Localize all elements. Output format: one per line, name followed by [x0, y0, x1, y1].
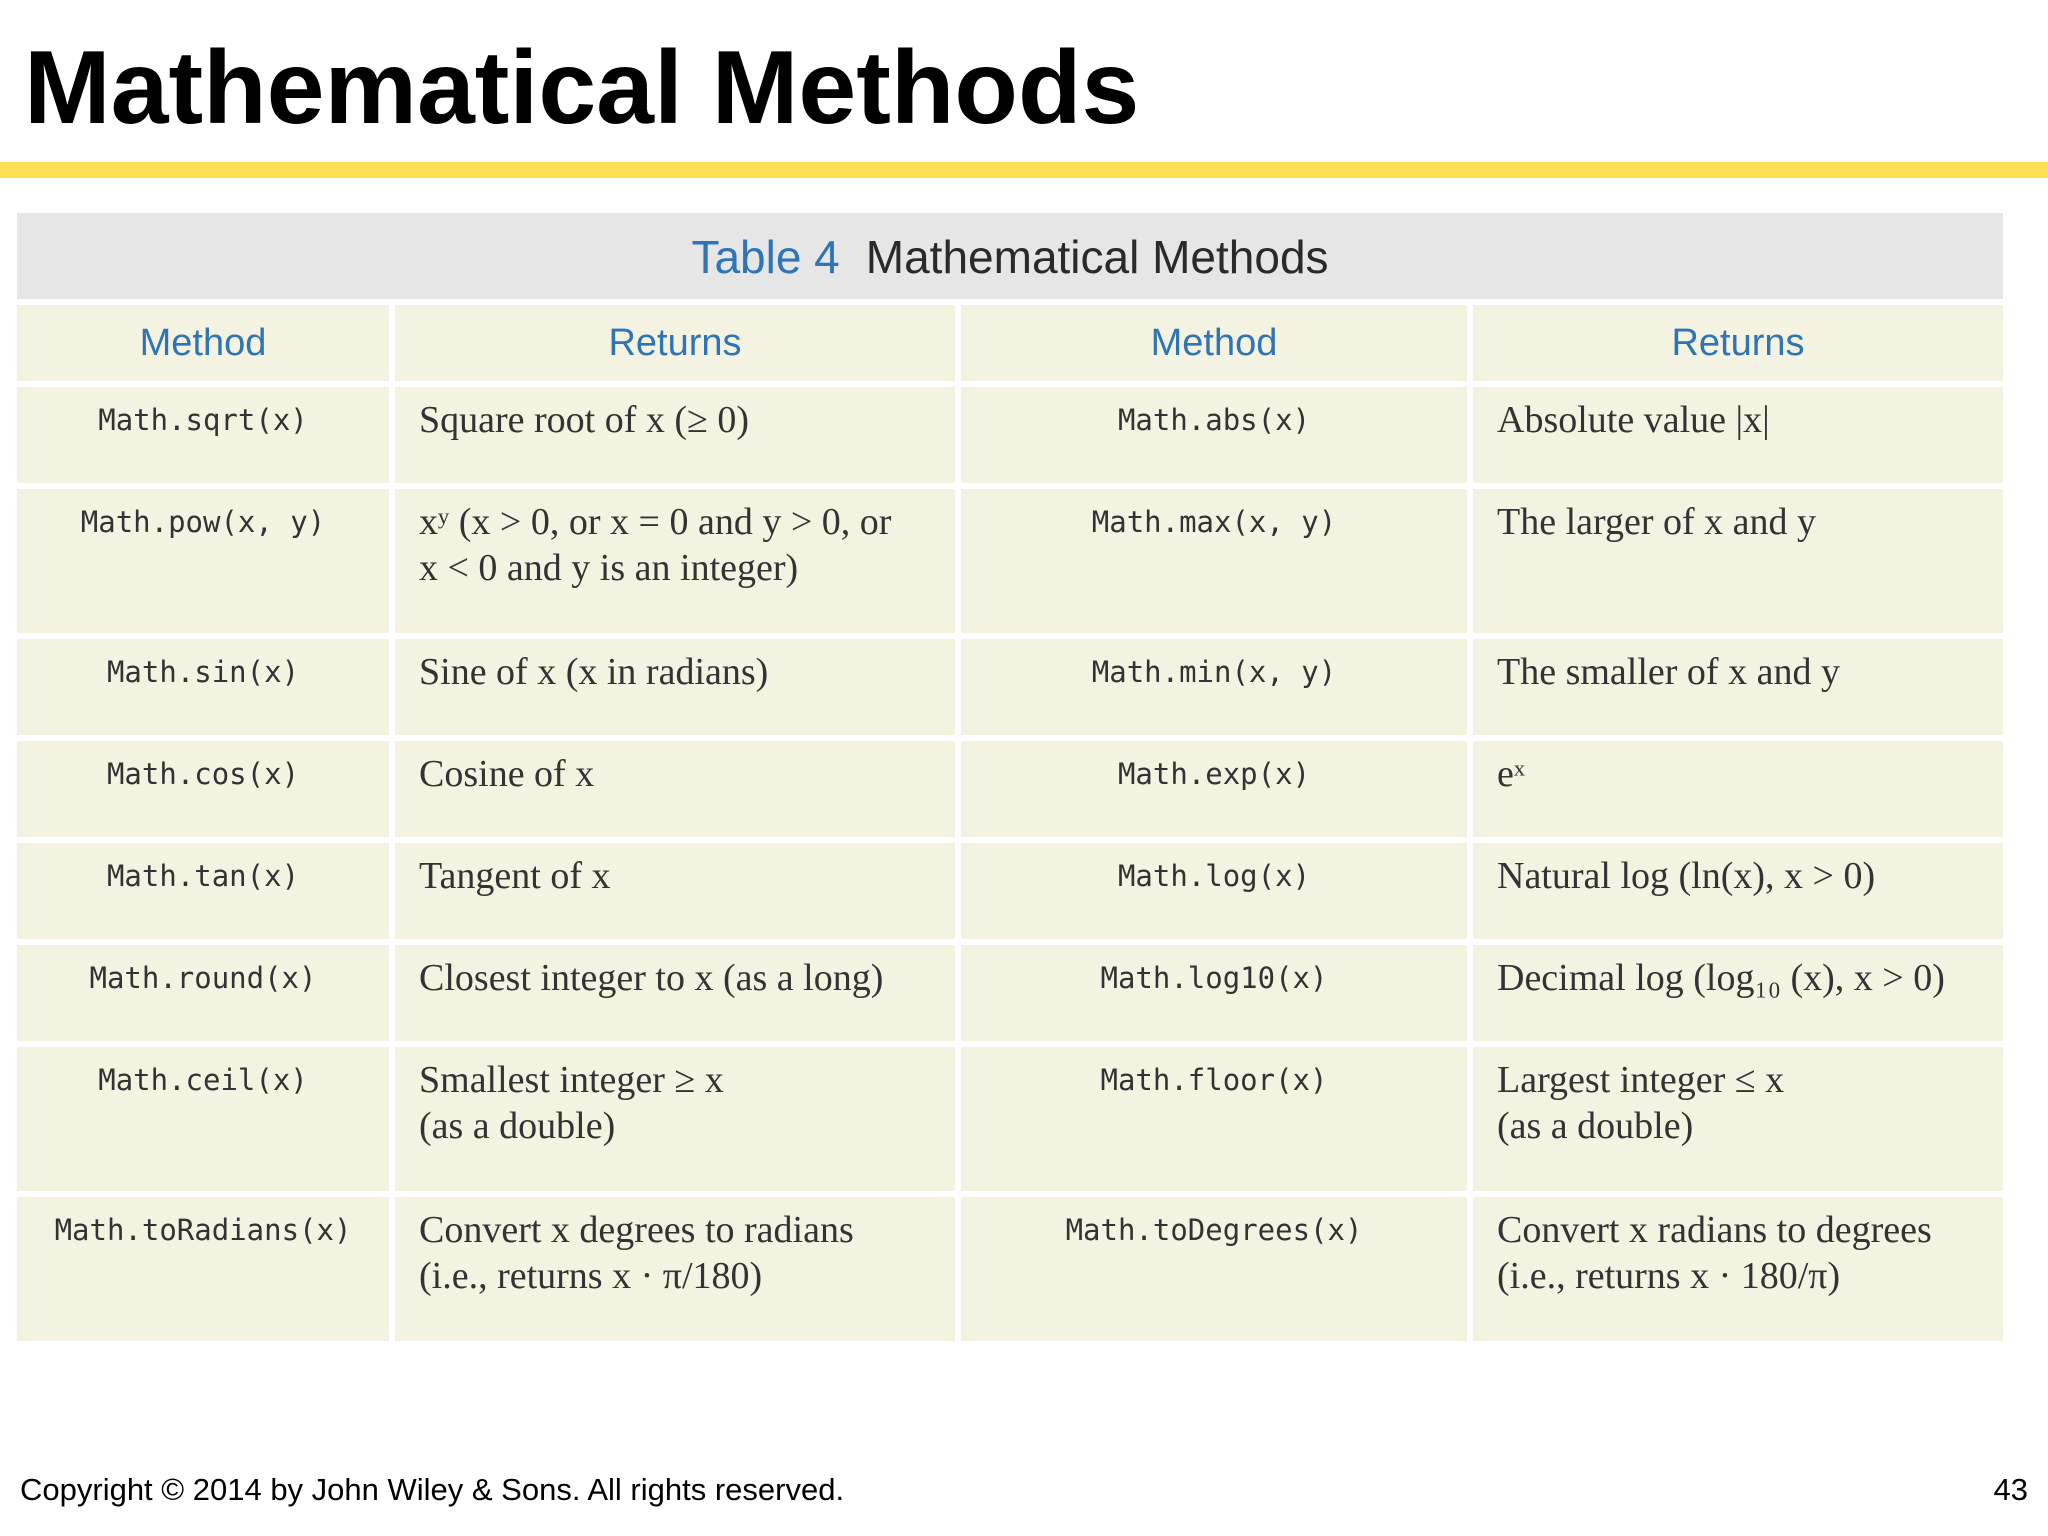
method-name-left: Math.sqrt(x): [17, 387, 389, 483]
table-caption-text: Mathematical Methods: [865, 231, 1329, 283]
returns-line: Tangent of x: [419, 855, 611, 897]
method-name-right: Math.abs(x): [961, 387, 1467, 483]
returns-line: Decimal log (log₁₀ (x), x > 0): [1497, 957, 1945, 999]
method-name-right: Math.toDegrees(x): [961, 1197, 1467, 1341]
header-method-left: Method: [17, 305, 389, 381]
returns-description-right: [1473, 1047, 2003, 1191]
method-name-right: Math.max(x, y): [961, 489, 1467, 633]
returns-description-left: [395, 1047, 955, 1191]
table-caption-label: Table 4: [691, 231, 840, 283]
returns-line: Convert x radians to degrees: [1497, 1209, 1932, 1251]
methods-table-container: [17, 213, 2003, 1347]
header-returns-left: Returns: [395, 305, 955, 381]
returns-description-right: [1473, 387, 2003, 483]
returns-description-right: [1473, 1197, 2003, 1341]
table-row: [17, 741, 2003, 837]
method-name-left: Math.cos(x): [17, 741, 389, 837]
title-underline: [0, 162, 2048, 178]
returns-line: (i.e., returns x · 180/π): [1497, 1255, 1841, 1297]
method-name-left: Math.pow(x, y): [17, 489, 389, 633]
returns-line: Natural log (ln(x), x > 0): [1497, 855, 1876, 897]
returns-line: (as a double): [1497, 1105, 1694, 1147]
returns-line: eˣ: [1497, 753, 1525, 795]
returns-description-right: [1473, 639, 2003, 735]
table-row: [17, 1047, 2003, 1191]
table-row: [17, 489, 2003, 633]
method-name-right: Math.min(x, y): [961, 639, 1467, 735]
returns-line: Square root of x (≥ 0): [419, 399, 750, 441]
method-name-left: Math.sin(x): [17, 639, 389, 735]
copyright-notice: Copyright © 2014 by John Wiley & Sons. All rights reserved.: [20, 1472, 845, 1507]
page-number: 43: [1993, 1472, 2028, 1507]
table-body: [17, 387, 2003, 1341]
returns-description-left: [395, 741, 955, 837]
returns-line: Convert x degrees to radians: [419, 1209, 854, 1251]
returns-description-left: [395, 843, 955, 939]
method-name-left: Math.tan(x): [17, 843, 389, 939]
table-row: [17, 639, 2003, 735]
method-name-right: Math.log10(x): [961, 945, 1467, 1041]
table-caption: [17, 213, 2003, 301]
returns-description-left: [395, 945, 955, 1041]
returns-line: (as a double): [419, 1105, 616, 1147]
table-header-row: [17, 305, 2003, 381]
method-name-left: Math.toRadians(x): [17, 1197, 389, 1341]
returns-line: Closest integer to x (as a long): [419, 957, 884, 999]
header-method-right: Method: [961, 305, 1467, 381]
table-row: [17, 945, 2003, 1041]
returns-line: Cosine of x: [419, 753, 595, 795]
table-row: [17, 1197, 2003, 1341]
returns-description-right: [1473, 489, 2003, 633]
table-row: [17, 387, 2003, 483]
method-name-right: Math.exp(x): [961, 741, 1467, 837]
method-name-left: Math.ceil(x): [17, 1047, 389, 1191]
slide-title: Mathematical Methods: [24, 30, 1140, 146]
returns-line: The smaller of x and y: [1497, 651, 1840, 693]
returns-description-right: [1473, 945, 2003, 1041]
returns-line: The larger of x and y: [1497, 501, 1817, 543]
methods-table: [11, 299, 2009, 1347]
returns-line: x < 0 and y is an integer): [419, 547, 799, 589]
returns-description-right: [1473, 843, 2003, 939]
returns-line: Smallest integer ≥ x: [419, 1059, 724, 1101]
header-returns-right: Returns: [1473, 305, 2003, 381]
returns-description-left: [395, 387, 955, 483]
returns-description-left: [395, 489, 955, 633]
returns-line: xʸ (x > 0, or x = 0 and y > 0, or: [419, 501, 892, 543]
returns-line: Absolute value |x|: [1497, 399, 1770, 441]
method-name-right: Math.log(x): [961, 843, 1467, 939]
returns-line: Largest integer ≤ x: [1497, 1059, 1785, 1101]
table-row: [17, 843, 2003, 939]
method-name-left: Math.round(x): [17, 945, 389, 1041]
returns-line: Sine of x (x in radians): [419, 651, 769, 693]
returns-description-left: [395, 1197, 955, 1341]
method-name-right: Math.floor(x): [961, 1047, 1467, 1191]
returns-description-right: [1473, 741, 2003, 837]
returns-description-left: [395, 639, 955, 735]
returns-line: (i.e., returns x · π/180): [419, 1255, 763, 1297]
